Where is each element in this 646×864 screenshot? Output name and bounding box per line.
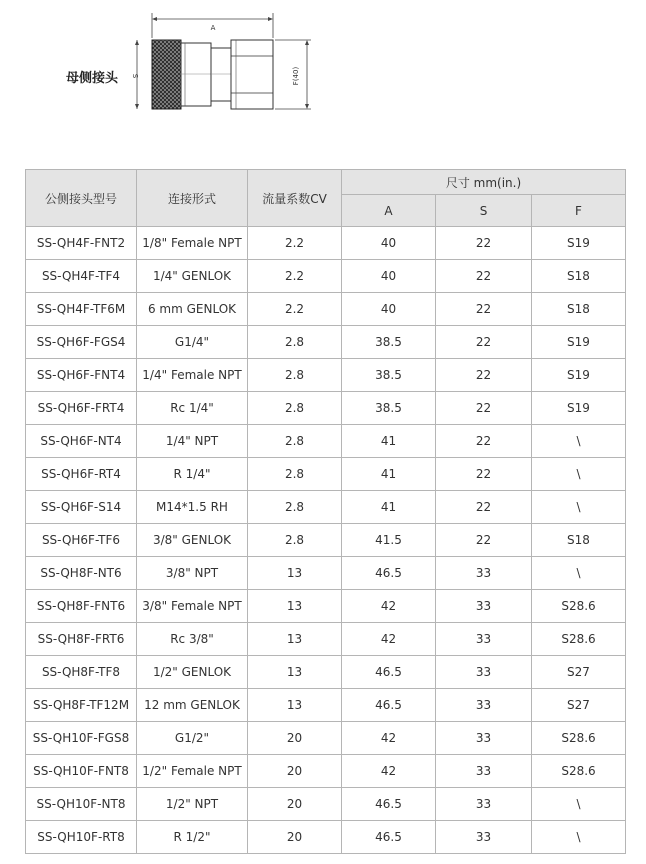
connection-cell: 3/8" Female NPT [137, 590, 248, 623]
drawing-title: 母侧接头 [66, 71, 119, 86]
table-row [26, 557, 626, 590]
s-cell: 22 [436, 392, 532, 425]
f-cell: S18 [532, 260, 626, 293]
s-cell: 22 [436, 326, 532, 359]
connection-cell: M14*1.5 RH [137, 491, 248, 524]
s-cell: 22 [436, 491, 532, 524]
a-cell: 42 [342, 623, 436, 656]
f-cell: \ [532, 425, 626, 458]
header-a: A [342, 195, 436, 227]
f-cell: S18 [532, 293, 626, 326]
model-cell: SS-QH6F-NT4 [26, 425, 137, 458]
model-cell: SS-QH10F-NT8 [26, 788, 137, 821]
cv-cell: 2.8 [248, 326, 342, 359]
table-row [26, 755, 626, 788]
f-cell: S28.6 [532, 623, 626, 656]
connection-cell: 3/8" GENLOK [137, 524, 248, 557]
model-cell: SS-QH6F-TF6 [26, 524, 137, 557]
model-cell: SS-QH6F-FRT4 [26, 392, 137, 425]
s-cell: 22 [436, 293, 532, 326]
table-row [26, 689, 626, 722]
header-connection: 连接形式 [137, 170, 248, 227]
cv-cell: 2.2 [248, 227, 342, 260]
s-cell: 33 [436, 755, 532, 788]
cv-cell: 13 [248, 656, 342, 689]
connection-cell: 1/2" NPT [137, 788, 248, 821]
s-cell: 33 [436, 557, 532, 590]
s-cell: 33 [436, 788, 532, 821]
connection-cell: G1/4" [137, 326, 248, 359]
header-s: S [436, 195, 532, 227]
a-cell: 40 [342, 227, 436, 260]
model-cell: SS-QH6F-RT4 [26, 458, 137, 491]
model-cell: SS-QH6F-S14 [26, 491, 137, 524]
table-row [26, 359, 626, 392]
cv-cell: 13 [248, 623, 342, 656]
cv-cell: 20 [248, 722, 342, 755]
header-f: F [532, 195, 626, 227]
model-cell: SS-QH10F-FNT8 [26, 755, 137, 788]
s-cell: 22 [436, 524, 532, 557]
f-cell: \ [532, 821, 626, 854]
a-cell: 41.5 [342, 524, 436, 557]
f-cell: S27 [532, 656, 626, 689]
connection-cell: Rc 3/8" [137, 623, 248, 656]
model-cell: SS-QH8F-NT6 [26, 557, 137, 590]
a-cell: 38.5 [342, 392, 436, 425]
a-cell: 40 [342, 293, 436, 326]
a-cell: 42 [342, 590, 436, 623]
a-cell: 38.5 [342, 359, 436, 392]
cv-cell: 2.8 [248, 491, 342, 524]
s-cell: 22 [436, 227, 532, 260]
cv-cell: 2.8 [248, 392, 342, 425]
connector-drawing [125, 10, 315, 120]
f-cell: S27 [532, 689, 626, 722]
f-cell: S28.6 [532, 722, 626, 755]
table-row [26, 821, 626, 854]
table-row [26, 491, 626, 524]
table-row [26, 227, 626, 260]
dimension-f-label: F(40) [292, 66, 300, 86]
connection-cell: 1/8" Female NPT [137, 227, 248, 260]
connection-cell: 12 mm GENLOK [137, 689, 248, 722]
model-cell: SS-QH4F-FNT2 [26, 227, 137, 260]
s-cell: 33 [436, 821, 532, 854]
cv-cell: 2.8 [248, 359, 342, 392]
header-dimensions: 尺寸 mm(in.) [342, 170, 626, 195]
connection-cell: 1/4" GENLOK [137, 260, 248, 293]
a-cell: 40 [342, 260, 436, 293]
table-row [26, 722, 626, 755]
table-row [26, 260, 626, 293]
connection-cell: 1/4" Female NPT [137, 359, 248, 392]
model-cell: SS-QH4F-TF6M [26, 293, 137, 326]
dimension-s-label: S [131, 73, 139, 79]
s-cell: 22 [436, 425, 532, 458]
cv-cell: 2.2 [248, 293, 342, 326]
a-cell: 42 [342, 755, 436, 788]
connection-cell: 1/2" GENLOK [137, 656, 248, 689]
model-cell: SS-QH10F-FGS8 [26, 722, 137, 755]
model-cell: SS-QH8F-FNT6 [26, 590, 137, 623]
cv-cell: 13 [248, 689, 342, 722]
cv-cell: 2.8 [248, 524, 342, 557]
f-cell: S19 [532, 359, 626, 392]
f-cell: \ [532, 491, 626, 524]
cv-cell: 20 [248, 821, 342, 854]
s-cell: 33 [436, 656, 532, 689]
model-cell: SS-QH8F-FRT6 [26, 623, 137, 656]
model-cell: SS-QH4F-TF4 [26, 260, 137, 293]
cv-cell: 2.8 [248, 425, 342, 458]
s-cell: 33 [436, 722, 532, 755]
cv-cell: 2.2 [248, 260, 342, 293]
f-cell: S28.6 [532, 755, 626, 788]
model-cell: SS-QH8F-TF8 [26, 656, 137, 689]
cv-cell: 20 [248, 788, 342, 821]
header-cv: 流量系数CV [248, 170, 342, 227]
table-row [26, 326, 626, 359]
spec-table [25, 169, 626, 854]
model-cell: SS-QH10F-RT8 [26, 821, 137, 854]
table-row [26, 656, 626, 689]
connection-cell: R 1/4" [137, 458, 248, 491]
s-cell: 22 [436, 458, 532, 491]
s-cell: 33 [436, 623, 532, 656]
a-cell: 46.5 [342, 821, 436, 854]
model-cell: SS-QH6F-FNT4 [26, 359, 137, 392]
a-cell: 46.5 [342, 656, 436, 689]
cv-cell: 20 [248, 755, 342, 788]
f-cell: S19 [532, 227, 626, 260]
a-cell: 46.5 [342, 788, 436, 821]
a-cell: 38.5 [342, 326, 436, 359]
cv-cell: 2.8 [248, 458, 342, 491]
connection-cell: 3/8" NPT [137, 557, 248, 590]
table-row [26, 458, 626, 491]
f-cell: \ [532, 458, 626, 491]
a-cell: 46.5 [342, 557, 436, 590]
table-row [26, 425, 626, 458]
a-cell: 42 [342, 722, 436, 755]
a-cell: 41 [342, 458, 436, 491]
connection-cell: Rc 1/4" [137, 392, 248, 425]
a-cell: 41 [342, 491, 436, 524]
connection-cell: 6 mm GENLOK [137, 293, 248, 326]
connection-cell: 1/4" NPT [137, 425, 248, 458]
cv-cell: 13 [248, 557, 342, 590]
connection-cell: G1/2" [137, 722, 248, 755]
dimension-a-label: A [210, 24, 216, 32]
s-cell: 22 [436, 359, 532, 392]
table-row [26, 623, 626, 656]
table-row [26, 590, 626, 623]
table-row [26, 293, 626, 326]
s-cell: 22 [436, 260, 532, 293]
connection-cell: R 1/2" [137, 821, 248, 854]
a-cell: 41 [342, 425, 436, 458]
model-cell: SS-QH6F-FGS4 [26, 326, 137, 359]
f-cell: S19 [532, 392, 626, 425]
table-row [26, 392, 626, 425]
s-cell: 33 [436, 689, 532, 722]
f-cell: \ [532, 788, 626, 821]
a-cell: 46.5 [342, 689, 436, 722]
f-cell: S18 [532, 524, 626, 557]
cv-cell: 13 [248, 590, 342, 623]
table-row [26, 788, 626, 821]
connection-cell: 1/2" Female NPT [137, 755, 248, 788]
table-row [26, 524, 626, 557]
s-cell: 33 [436, 590, 532, 623]
f-cell: \ [532, 557, 626, 590]
header-model: 公侧接头型号 [26, 170, 137, 227]
f-cell: S28.6 [532, 590, 626, 623]
model-cell: SS-QH8F-TF12M [26, 689, 137, 722]
f-cell: S19 [532, 326, 626, 359]
